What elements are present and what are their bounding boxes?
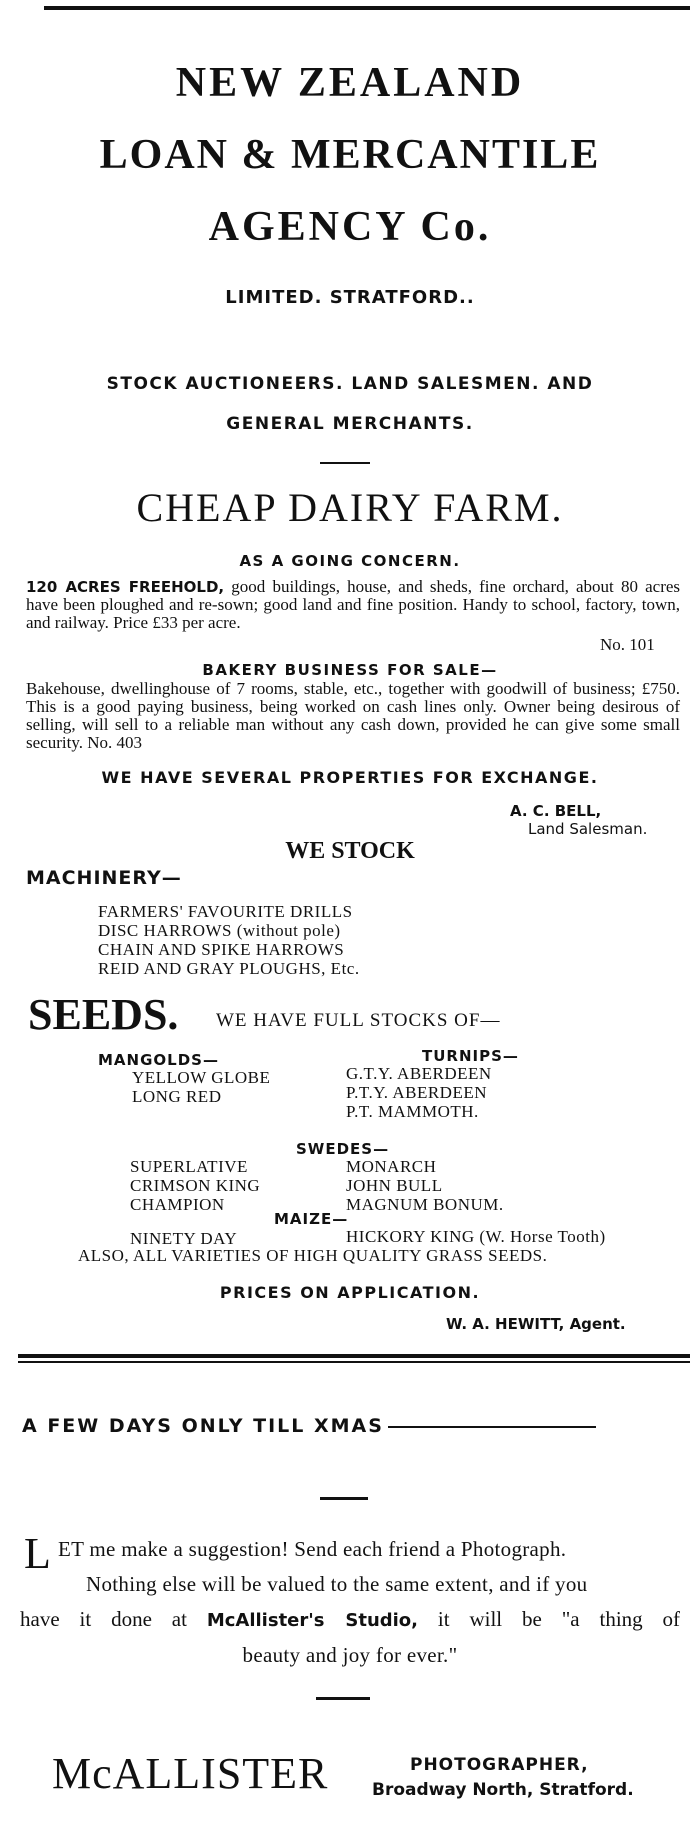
properties-text: WE HAVE SEVERAL PROPERTIES FOR EXCHANGE.	[101, 768, 599, 787]
studio-name: McALLISTER	[52, 1749, 329, 1798]
swedes-heading: SWEDES—	[296, 1140, 390, 1158]
xmas-dropcap: L	[24, 1529, 51, 1578]
swede-item: SUPERLATIVE	[130, 1157, 248, 1176]
closing-divider	[316, 1697, 370, 1700]
machinery-list	[98, 902, 360, 978]
farm-number: No. 101	[600, 635, 655, 654]
swede-item: CRIMSON KING	[130, 1176, 261, 1195]
swedes-right-list	[346, 1157, 504, 1214]
stock-heading: WE STOCK	[285, 838, 415, 864]
mangold-item: LONG RED	[132, 1087, 222, 1106]
machinery-heading: MACHINERY—	[26, 867, 182, 889]
swede-item: CHAMPION	[130, 1195, 225, 1214]
xmas-line3-pre: have it done at	[20, 1607, 187, 1631]
seeds-also: ALSO, ALL VARIETIES OF HIGH QUALITY GRASS SEEDS.	[78, 1246, 548, 1265]
company-trades-line2: GENERAL MERCHANTS.	[226, 414, 474, 434]
bakery-heading: BAKERY BUSINESS FOR SALE—	[202, 661, 498, 679]
turnip-item: G.T.Y. ABERDEEN	[346, 1064, 492, 1083]
studio-title: PHOTOGRAPHER,	[410, 1755, 589, 1775]
company-name-line2: LOAN & MERCANTILE	[99, 132, 601, 178]
signer-name: A. C. BELL,	[510, 802, 602, 820]
swede-item: JOHN BULL	[346, 1176, 443, 1195]
mangolds-heading: MANGOLDS—	[98, 1051, 219, 1069]
company-limited: LIMITED. STRATFORD..	[225, 287, 475, 308]
section-divider	[18, 1354, 690, 1363]
xmas-line4: beauty and joy for ever."	[242, 1643, 458, 1667]
xmas-heading	[22, 1415, 596, 1437]
bakery-body: Bakehouse, dwellinghouse of 7 rooms, stable, etc., together with goodwill of business; £750. This is a good paying business, being worked on cash lines only. Owner being desirous of selling, will sell to a reliable man without any cash down, provided he can give some small security. No. 403	[26, 679, 680, 752]
machinery-item: CHAIN AND SPIKE HARROWS	[98, 940, 345, 959]
turnips-list	[346, 1064, 492, 1121]
maize-right: HICKORY KING (W. Horse Tooth)	[346, 1227, 606, 1246]
prices-text: PRICES ON APPLICATION.	[219, 1283, 481, 1302]
xmas-line3-bold: McAllister's Studio,	[206, 1610, 419, 1631]
swede-item: MAGNUM BONUM.	[346, 1195, 504, 1214]
maize-heading: MAIZE—	[274, 1210, 349, 1228]
mangold-item: YELLOW GLOBE	[132, 1068, 271, 1087]
turnips-heading: TURNIPS—	[422, 1047, 519, 1065]
agent-signature: W. A. HEWITT, Agent.	[446, 1315, 626, 1333]
swede-item: MONARCH	[346, 1157, 437, 1176]
machinery-item: DISC HARROWS (without pole)	[98, 921, 341, 940]
farm-subheading: AS A GOING CONCERN.	[239, 552, 461, 570]
farm-body: good buildings, house, and sheds, fine orchard, about 80 acres have been ploughed and re-sown; good land and fine position. Handy to school, factory, town, and railway. Price £33 per acre.	[26, 577, 681, 632]
farm-heading: CHEAP DAIRY FARM.	[136, 485, 564, 530]
swedes-left-list	[130, 1157, 260, 1214]
top-rule	[44, 6, 690, 10]
machinery-item: FARMERS' FAVOURITE DRILLS	[98, 902, 353, 921]
company-name-line3: AGENCY Co.	[208, 204, 492, 250]
seeds-heading: SEEDS.	[28, 990, 179, 1039]
xmas-divider	[320, 1497, 368, 1500]
machinery-item: REID AND GRAY PLOUGHS, Etc.	[98, 959, 360, 978]
maize-left: NINETY DAY	[130, 1229, 238, 1248]
farm-lead: 120 ACRES FREEHOLD,	[26, 578, 225, 596]
turnip-item: P.T. MAMMOTH.	[346, 1102, 479, 1121]
xmas-line2: Nothing else will be valued to the same extent, and if you	[86, 1572, 588, 1596]
seeds-intro: WE HAVE FULL STOCKS OF—	[216, 1010, 501, 1031]
xmas-line3-post: it will be "a thing of	[437, 1607, 681, 1631]
company-name-line1: NEW ZEALAND	[175, 60, 525, 106]
studio-address: Broadway North, Stratford.	[372, 1780, 634, 1800]
turnip-item: P.T.Y. ABERDEEN	[346, 1083, 488, 1102]
xmas-line1: ET me make a suggestion! Send each friend a Photograph.	[58, 1537, 567, 1561]
company-trades-line1: STOCK AUCTIONEERS. LAND SALESMEN. AND	[106, 374, 594, 394]
mangolds-list	[132, 1068, 270, 1106]
xmas-heading-text: A FEW DAYS ONLY TILL XMAS	[22, 1415, 384, 1437]
farm-description	[26, 578, 680, 632]
signer-title: Land Salesman.	[528, 820, 648, 838]
divider	[320, 462, 370, 464]
xmas-line3	[20, 1607, 680, 1632]
